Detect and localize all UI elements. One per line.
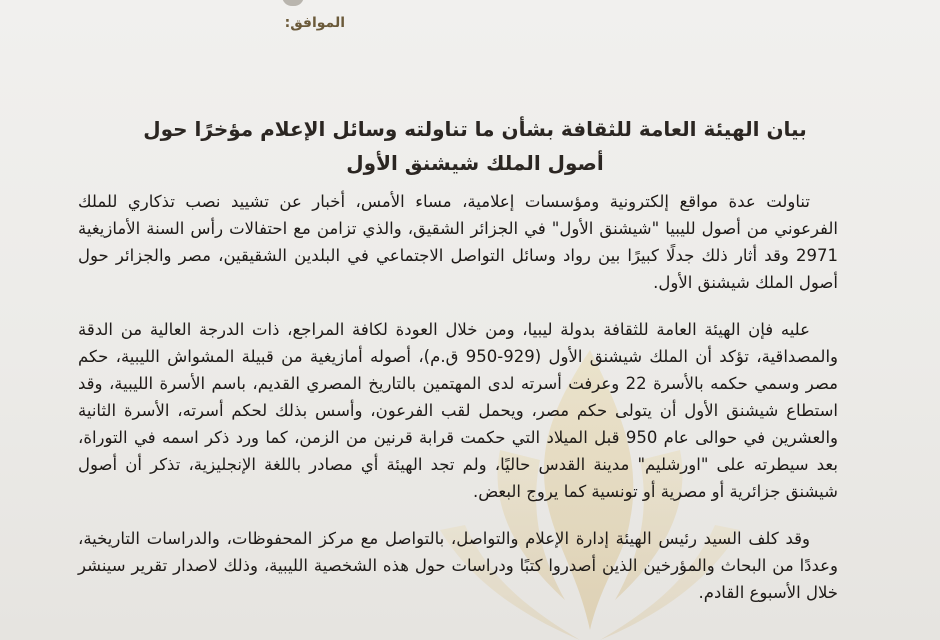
statement-title: بيان الهيئة العامة للثقافة بشأن ما تناولته وسائل الإعلام مؤخرًا حول أصول الملك شيشنق الأول <box>143 117 807 175</box>
statement-body <box>78 188 838 606</box>
letterhead-fragment <box>282 0 304 6</box>
date-label: الموافق: <box>284 15 345 31</box>
paragraph-2: عليه فإن الهيئة العامة للثقافة بدولة ليبيا، ومن خلال العودة لكافة المراجع، ذات الدرجة العالية من الدقة والمصداقية، تؤكد أن الملك شيشنق الأول (929-950 ق.م)، أصوله أمازيغية من قبيلة المشواش الليبية، حكم مصر وسمي حكمه بالأسرة 22 وعرفت أسرته لدى المهتمين بالتاريخ المصري القديم، باسم الأسرة الليبية، وقد استطاع شيشنق الأول أن يتولى حكم مصر، ويحمل لقب الفرعون، وأسس بذلك لحكم أسرته، الأسرة الثانية والعشرين في حوالى عام 950 قبل الميلاد التي حكمت قرابة قرنين من الزمن، كما ورد ذكر اسمه في التوراة، بعد سيطرته على "اورشليم" مدينة القدس حاليًا، ولم تجد الهيئة أي مصادر باللغة الإنجليزية، تذكر أن أصول شيشنق جزائرية أو مصرية أو تونسية كما يروج البعض. <box>78 320 838 501</box>
paragraph-3: وقد كلف السيد رئيس الهيئة إدارة الإعلام والتواصل، بالتواصل مع مركز المحفوظات، والدراسات التاريخية، وعددًا من البحاث والمؤرخين الذين أصدروا كتبًا ودراسات حول هذه الشخصية الليبية، وذلك لاصدار تقرير سينشر خلال الأسبوع القادم. <box>78 529 838 602</box>
date-field <box>275 12 345 40</box>
paragraph-1: تناولت عدة مواقع إلكترونية ومؤسسات إعلامية، مساء الأمس، أخبار عن تشييد نصب تذكاري للملك الفرعوني من أصول لليبيا "شيشنق الأول" في الجزائر الشقيق، والذي تزامن مع احتفالات رأس السنة الأمازيغية 2971 وقد أثار ذلك جدلًا كبيرًا بين رواد وسائل التواصل الاجتماعي في البلدين الشقيقين، مصر والجزائر حول أصول الملك شيشنق الأول. <box>78 192 838 292</box>
